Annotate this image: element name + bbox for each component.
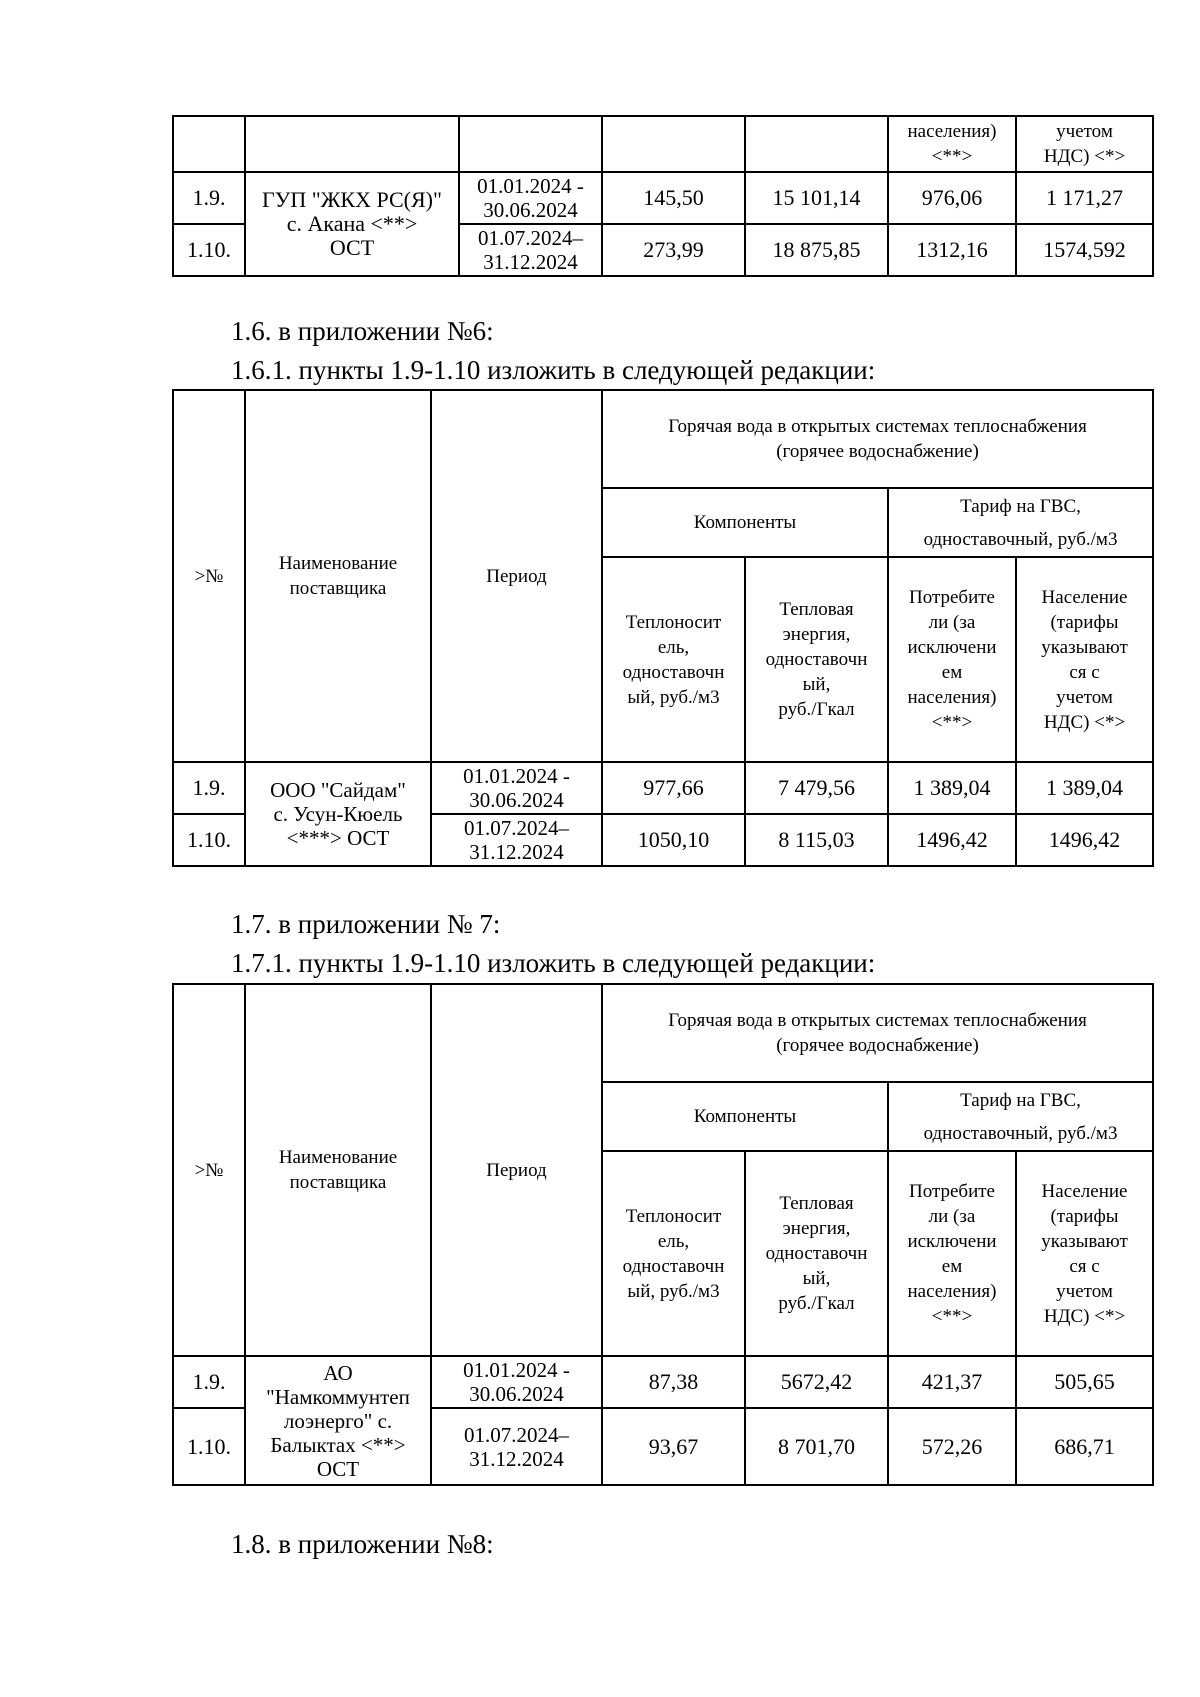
header-consumers: Потребите ли (за исключени ем населения) <**> bbox=[888, 1151, 1016, 1356]
energy-value: 18 875,85 bbox=[745, 224, 888, 276]
header-components: Компоненты bbox=[602, 1082, 888, 1151]
header-heat-energy: Тепловая энергия, одноставочн ый, руб./Гкал bbox=[745, 557, 888, 762]
period-cell: 01.01.2024 - 30.06.2024 bbox=[459, 172, 602, 224]
energy-value: 8 115,03 bbox=[745, 814, 888, 866]
consumers-value: 572,26 bbox=[888, 1408, 1016, 1485]
population-value: 686,71 bbox=[1016, 1408, 1153, 1485]
header-cell bbox=[173, 116, 245, 172]
table-header-row bbox=[173, 390, 1153, 488]
carrier-value: 145,50 bbox=[602, 172, 745, 224]
supplier-name: ГУП "ЖКХ РС(Я)" с. Акана <**> ОСТ bbox=[245, 172, 459, 276]
row-number: 1.9. bbox=[173, 1356, 245, 1408]
table-header-row bbox=[173, 984, 1153, 1082]
header-hot-water-group: Горячая вода в открытых системах теплоснабжения (горячее водоснабжение) bbox=[602, 984, 1153, 1082]
consumers-value: 976,06 bbox=[888, 172, 1016, 224]
header-supplier: Наименование поставщика bbox=[245, 984, 431, 1356]
period-cell: 01.07.2024– 31.12.2024 bbox=[459, 224, 602, 276]
header-heat-carrier: Теплоносит ель, одноставочн ый, руб./м3 bbox=[602, 1151, 745, 1356]
header-period: Период bbox=[431, 390, 602, 762]
period-cell: 01.07.2024– 31.12.2024 bbox=[431, 1408, 602, 1485]
table-row bbox=[173, 1356, 1153, 1408]
header-tariff: Тариф на ГВС, одноставочный, руб./м3 bbox=[888, 1082, 1153, 1151]
population-value: 505,65 bbox=[1016, 1356, 1153, 1408]
population-value: 1 389,04 bbox=[1016, 762, 1153, 814]
carrier-value: 977,66 bbox=[602, 762, 745, 814]
paragraph-1-7-1: 1.7.1. пункты 1.9-1.10 изложить в следующей редакции: bbox=[231, 948, 876, 978]
carrier-value: 93,67 bbox=[602, 1408, 745, 1485]
energy-value: 15 101,14 bbox=[745, 172, 888, 224]
header-hot-water-group: Горячая вода в открытых системах теплоснабжения (горячее водоснабжение) bbox=[602, 390, 1153, 488]
header-tariff: Тариф на ГВС, одноставочный, руб./м3 bbox=[888, 488, 1153, 557]
paragraph-1-6-1: 1.6.1. пункты 1.9-1.10 изложить в следующей редакции: bbox=[231, 355, 876, 385]
carrier-value: 273,99 bbox=[602, 224, 745, 276]
period-cell: 01.07.2024– 31.12.2024 bbox=[431, 814, 602, 866]
supplier-name: ООО "Сайдам" с. Усун-Кюель <***> ОСТ bbox=[245, 762, 431, 866]
row-number: 1.10. bbox=[173, 814, 245, 866]
tariff-table-appendix-6 bbox=[172, 389, 1154, 867]
consumers-value: 1496,42 bbox=[888, 814, 1016, 866]
row-number: 1.10. bbox=[173, 1408, 245, 1485]
row-number: 1.10. bbox=[173, 224, 245, 276]
row-number: 1.9. bbox=[173, 172, 245, 224]
paragraph-1-8: 1.8. в приложении №8: bbox=[231, 1529, 494, 1559]
period-cell: 01.01.2024 - 30.06.2024 bbox=[431, 1356, 602, 1408]
consumers-value: 1 389,04 bbox=[888, 762, 1016, 814]
population-value: 1 171,27 bbox=[1016, 172, 1153, 224]
table-row bbox=[173, 172, 1153, 224]
row-number: 1.9. bbox=[173, 762, 245, 814]
table-header-row bbox=[173, 116, 1153, 172]
header-supplier: Наименование поставщика bbox=[245, 390, 431, 762]
header-consumers-tail: населения) <**> bbox=[888, 116, 1016, 172]
header-population: Население (тарифы указывают ся с учетом НДС) <*> bbox=[1016, 1151, 1153, 1356]
tariff-table-continued bbox=[172, 115, 1154, 277]
header-cell bbox=[459, 116, 602, 172]
header-cell bbox=[602, 116, 745, 172]
header-heat-energy: Тепловая энергия, одноставочн ый, руб./Гкал bbox=[745, 1151, 888, 1356]
header-consumers: Потребите ли (за исключени ем населения) <**> bbox=[888, 557, 1016, 762]
paragraph-1-6: 1.6. в приложении №6: bbox=[231, 316, 494, 346]
header-period: Период bbox=[431, 984, 602, 1356]
consumers-value: 1312,16 bbox=[888, 224, 1016, 276]
consumers-value: 421,37 bbox=[888, 1356, 1016, 1408]
period-cell: 01.01.2024 - 30.06.2024 bbox=[431, 762, 602, 814]
header-population: Население (тарифы указывают ся с учетом НДС) <*> bbox=[1016, 557, 1153, 762]
energy-value: 8 701,70 bbox=[745, 1408, 888, 1485]
population-value: 1496,42 bbox=[1016, 814, 1153, 866]
header-cell bbox=[245, 116, 459, 172]
carrier-value: 87,38 bbox=[602, 1356, 745, 1408]
energy-value: 5672,42 bbox=[745, 1356, 888, 1408]
population-value: 1574,592 bbox=[1016, 224, 1153, 276]
tariff-table-appendix-7 bbox=[172, 983, 1154, 1486]
header-components: Компоненты bbox=[602, 488, 888, 557]
supplier-name: АО "Намкоммунтеп лоэнерго" с. Балыктах <**> ОСТ bbox=[245, 1356, 431, 1485]
energy-value: 7 479,56 bbox=[745, 762, 888, 814]
header-heat-carrier: Теплоносит ель, одноставочн ый, руб./м3 bbox=[602, 557, 745, 762]
header-number: >№ bbox=[173, 390, 245, 762]
header-number: >№ bbox=[173, 984, 245, 1356]
paragraph-1-7: 1.7. в приложении № 7: bbox=[231, 909, 501, 939]
table-row bbox=[173, 762, 1153, 814]
header-cell bbox=[745, 116, 888, 172]
header-population-tail: учетом НДС) <*> bbox=[1016, 116, 1153, 172]
carrier-value: 1050,10 bbox=[602, 814, 745, 866]
